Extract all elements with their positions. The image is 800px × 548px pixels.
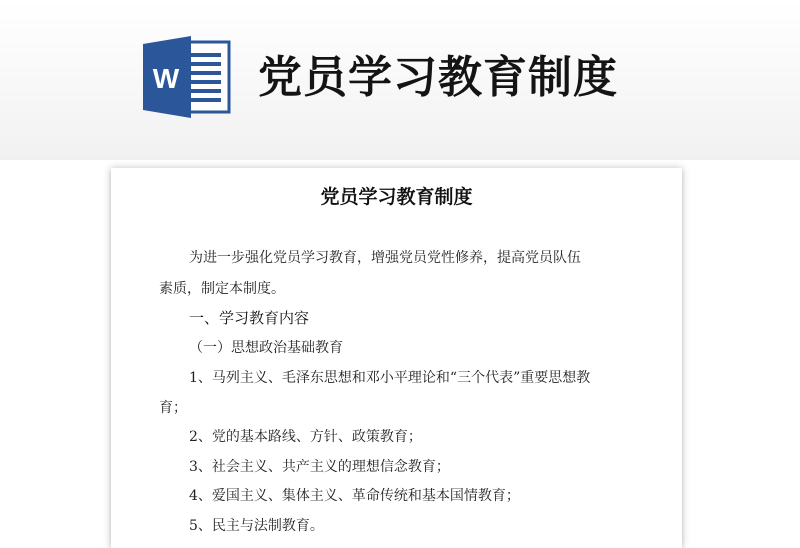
- list-item-1-line-1: 1、马列主义、毛泽东思想和邓小平理论和“三个代表”重要思想教: [189, 370, 591, 386]
- banner-title: 党员学习教育制度: [258, 52, 618, 103]
- document-page: [111, 168, 682, 548]
- list-item-5: 5、民主与法制教育。: [189, 518, 324, 534]
- intro-paragraph-line-1: 为进一步强化党员学习教育，增强党员党性修养，提高党员队伍: [189, 250, 581, 266]
- section-heading: 一、学习教育内容: [189, 309, 310, 327]
- list-item-2: 2、党的基本路线、方针、政策教育；: [189, 429, 422, 445]
- subsection-heading: （一）思想政治基础教育: [189, 340, 343, 356]
- header-banner: [0, 0, 800, 160]
- document-title: 党员学习教育制度: [320, 186, 473, 208]
- list-item-4: 4、爱国主义、集体主义、革命传统和基本国情教育；: [189, 488, 520, 504]
- intro-paragraph-line-2: 素质，制定本制度。: [159, 281, 285, 297]
- list-item-1-line-2: 育；: [159, 400, 187, 416]
- list-item-3: 3、社会主义、共产主义的理想信念教育；: [189, 459, 450, 475]
- word-icon-letter: W: [152, 63, 180, 94]
- word-document-icon: [143, 36, 233, 118]
